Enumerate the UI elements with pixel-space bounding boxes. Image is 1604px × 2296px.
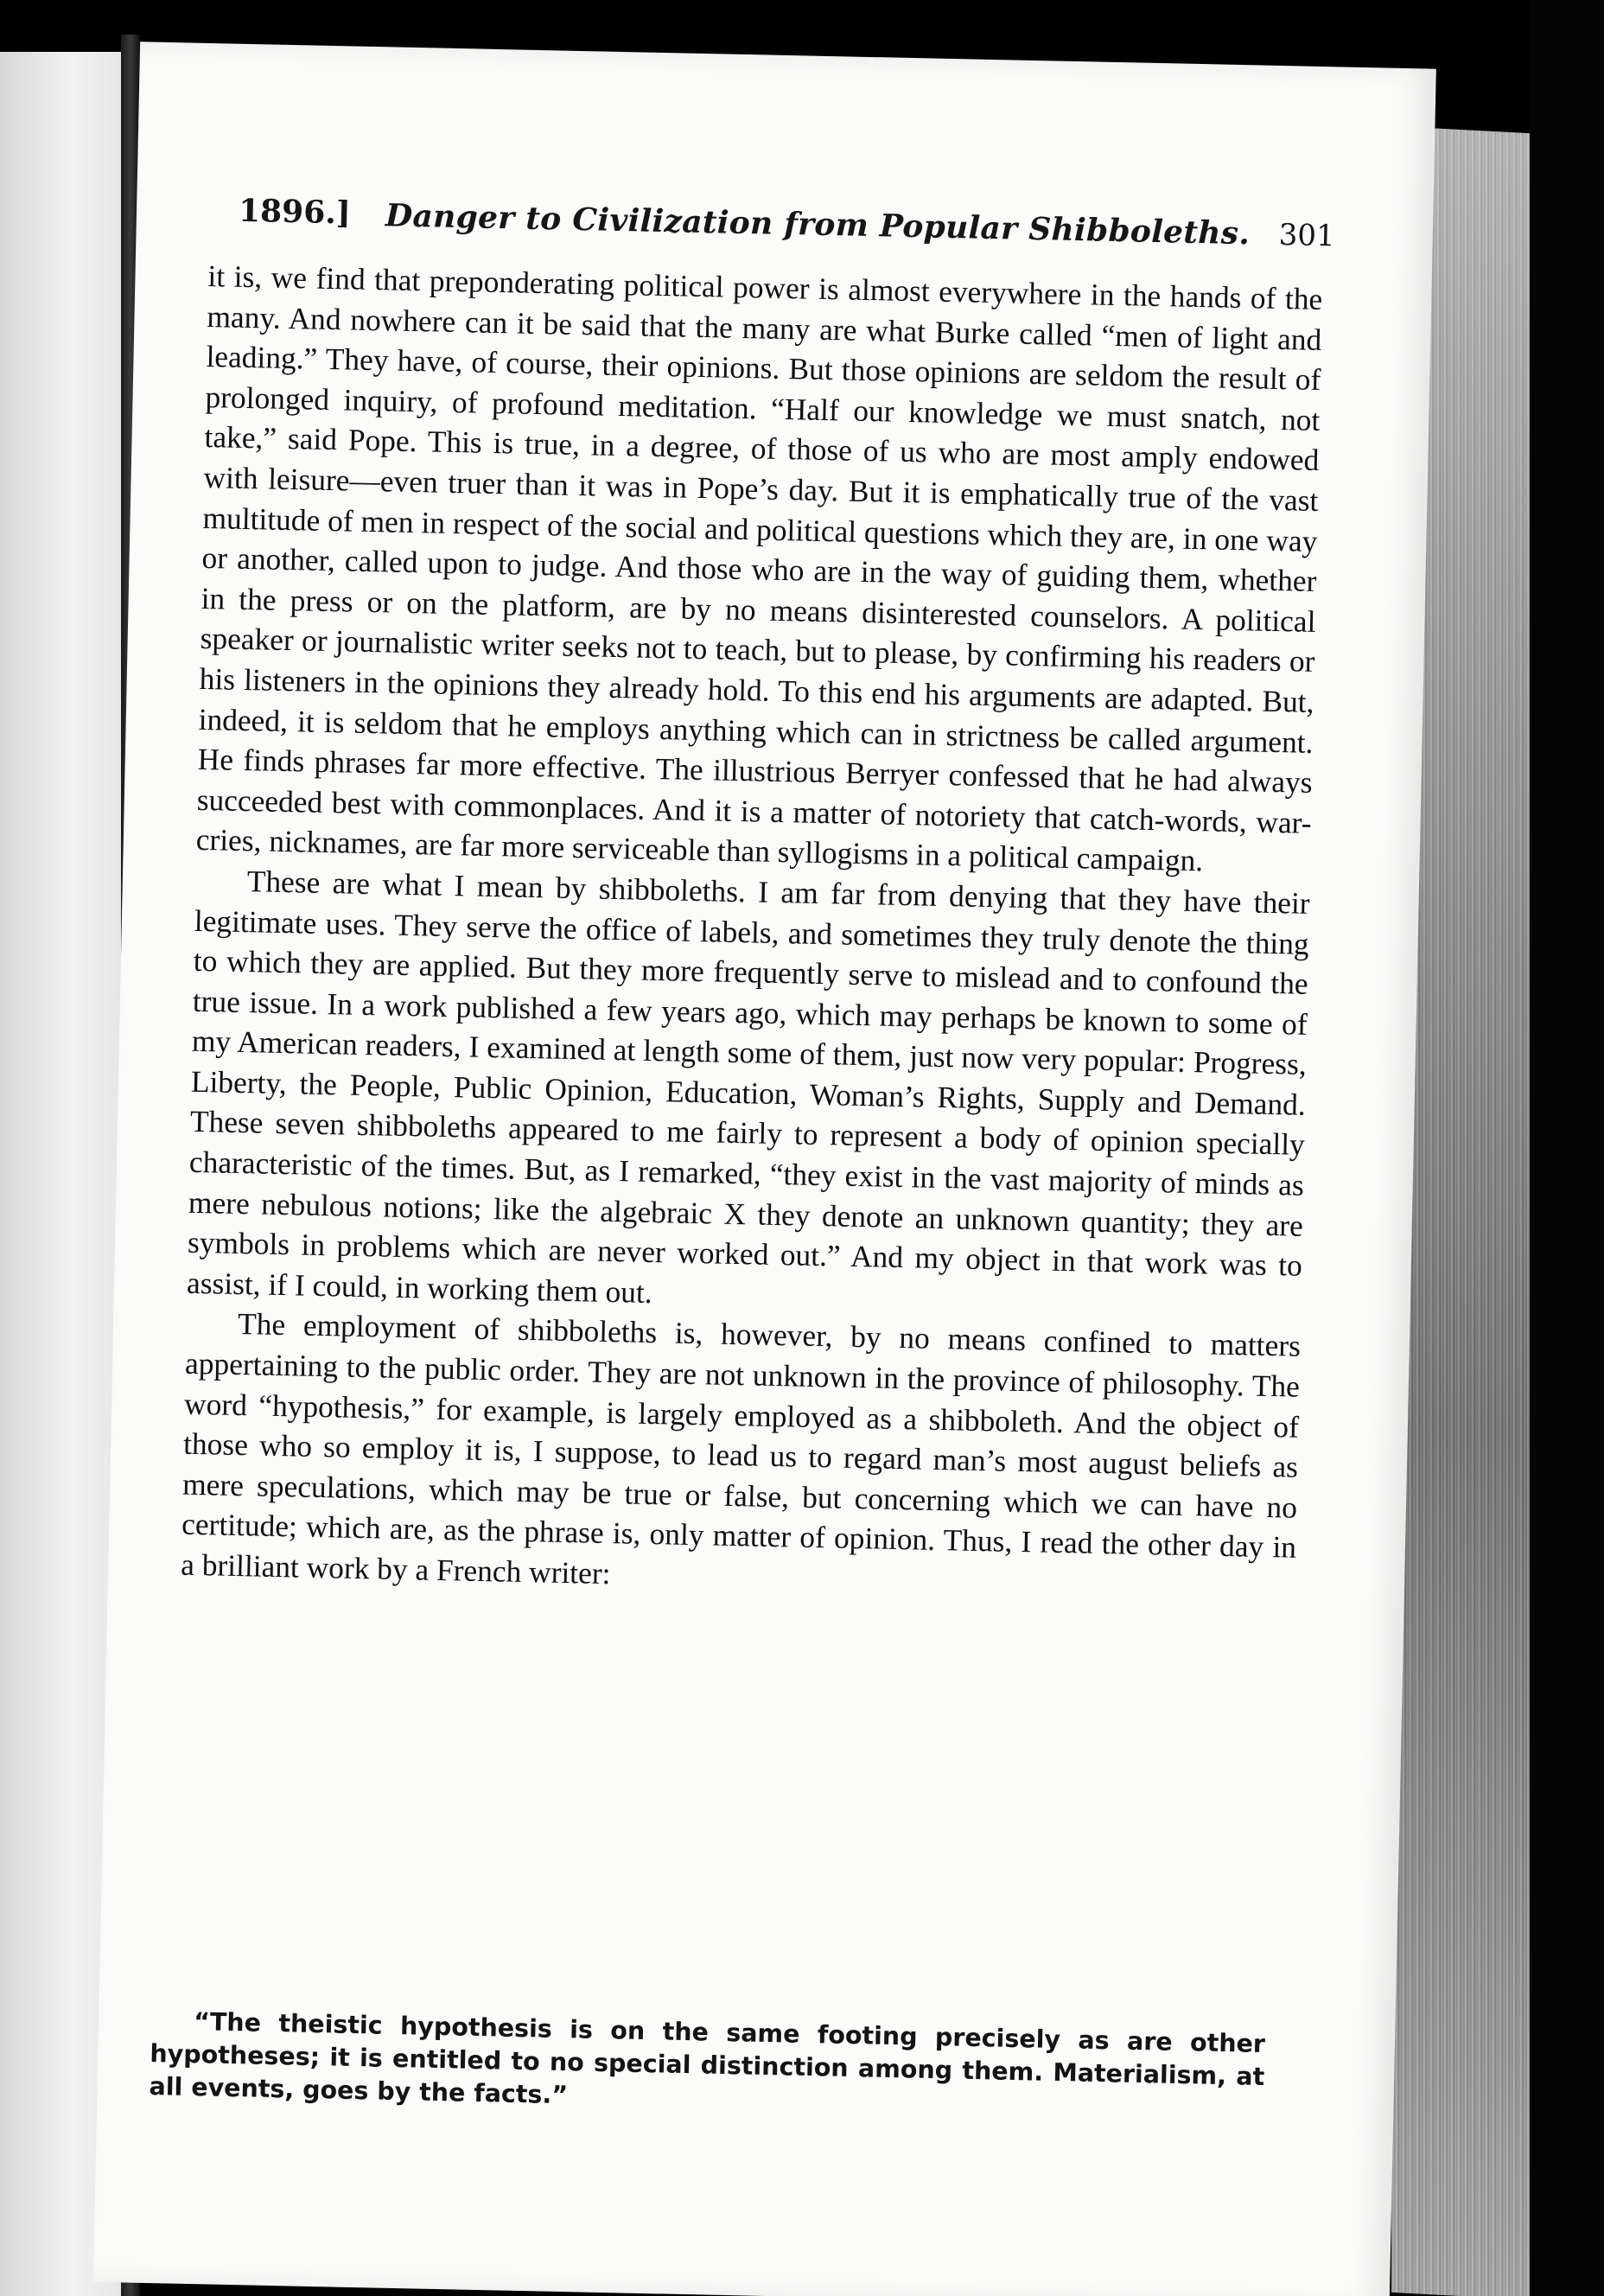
paragraph-1: it is, we find that preponderating political power is almost everywhere in the hands of the many. And nowhere can it be said that the many are what Burke called “men of light and leading.” They have, of course, their opinions. But those opinions are seldom the result of prolonged inquiry, of profound meditation. “Half our knowledge we must snatch, not take,” said Pope. This is true, in a degree, of those of us who are most amply endowed with leisure—even truer than it was in Pope’s day. But it is emphatically true of the vast multitude of men in respect of the social and political questions which they are, in one way or another, called upon to judge. And those who are in the way of guiding them, whether in the press or on the platform, are by no means disinterested counselors. A political speaker or journalistic writer seeks not to teach, but to please, by confirming his readers or his listeners in the opinions they already hold. To this end his arguments are adapted. But, indeed, it is seldom that he employs anything which can in strictness be called argument. He finds phrases far more effective. The illustrious Berryer confessed that he had always succeeded best with commonplaces. And it is a matter of notoriety that catch-words, war-cries, nicknames, are far more serviceable than syllogisms in a political campaign. (195, 258, 1323, 878)
book-page (93, 41, 1436, 2296)
paragraph-3: The employment of shibboleths is, however, by no means confined to matters appertaining to the public order. They are not unknown in the province of philosophy. The word “hypothesis,” for example, is largely employed as a shibboleth. And the object of those who so employ it is, I suppose, to lead us to regard man’s most august beliefs as mere speculations, which may be true or false, but concerning which we can have no certitude; which are, as the phrase is, only matter of opinion. Thus, I read the other day in a brilliant work by a French writer: (180, 1306, 1302, 1591)
scan-background (1530, 0, 1604, 2296)
header-year: 1896.] (238, 192, 352, 232)
page-body-text (181, 256, 1323, 1608)
header-title: Danger to Civilization from Popular Shibboleths. (385, 197, 1251, 252)
paragraph-2: These are what I mean by shibboleths. I am far from denying that they have their legitimate uses. They serve the office of labels, and sometimes they truly denote the thing to which they are applied. But they more frequently serve to mislead and to confound the true issue. In a work published a few years ago, which may perhaps be known to some of my American readers, I examined at length some of them, just now very popular: Progress, Liberty, the People, Public Opinion, Education, Woman’s Rights, Supply and Demand. These seven shibboleths appeared to me fairly to represent a body of opinion specially characteristic of the times. But, as I remarked, “they exist in the vast majority of minds as mere nebulous notions; like the algebraic X they denote an unknown quantity; they are symbols in problems which are never worked out.” And my object in that work was to assist, if I could, in working them out. (186, 864, 1311, 1310)
block-quote: “The theistic hypothesis is on the same footing precisely as are other hypotheses; it is entitled to no special distinction among them. Materialism, at all events, goes by the facts.” (149, 2007, 1266, 2110)
page-number: 301 (1278, 217, 1336, 254)
